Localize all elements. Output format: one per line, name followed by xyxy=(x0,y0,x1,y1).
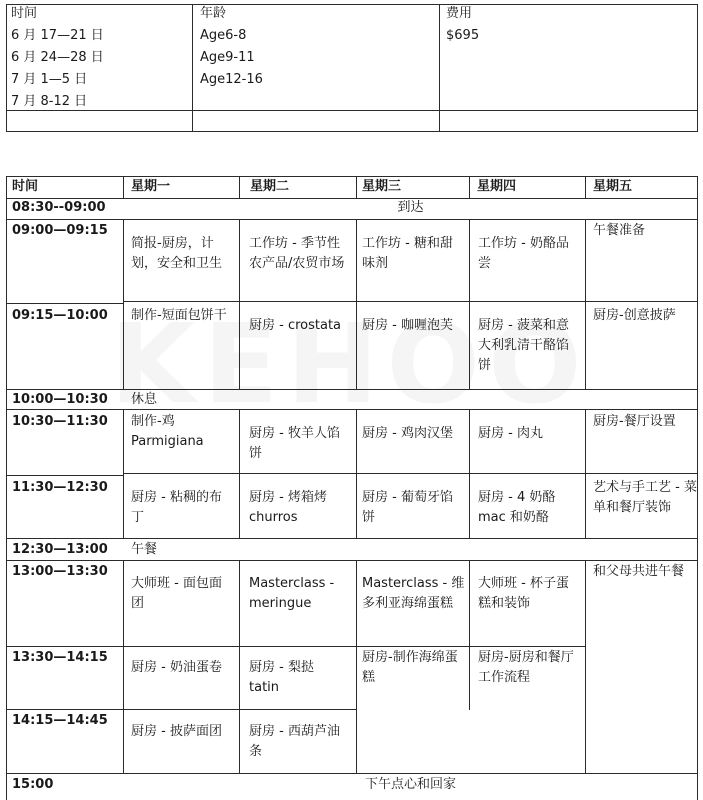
time-slot: 10:30—11:30 xyxy=(12,414,108,429)
schedule-header-tue: 星期二 xyxy=(250,179,290,194)
time-slot: 12:30—13:00 xyxy=(12,542,108,557)
activity-cell: 厨房 - 披萨面团 xyxy=(131,724,222,739)
activity-cell: 厨房 - 葡萄牙馅饼 xyxy=(362,490,453,525)
activity-cell: 厨房 - crostata xyxy=(249,318,342,333)
schedule-header-thu: 星期四 xyxy=(477,179,517,194)
activity-cell: 午餐准备 xyxy=(593,223,646,238)
activity-cell: 简报-厨房，计划，安全和卫生 xyxy=(131,236,223,271)
time-slot: 14:15—14:45 xyxy=(12,713,108,728)
time-slot: 10:00—10:30 xyxy=(12,392,108,407)
activity-cell: 厨房 - 肉丸 xyxy=(478,426,543,441)
schedule-header-wed: 星期三 xyxy=(362,179,402,194)
activity-cell: 工作坊 - 季节性农产品/农贸市场 xyxy=(249,236,345,271)
span-cell-lunch: 午餐 xyxy=(131,542,158,557)
fees-header-fee: 费用 xyxy=(446,6,473,21)
activity-cell: 厨房-创意披萨 xyxy=(593,308,676,323)
fees-date: 6 月 17—21 日 xyxy=(11,28,104,43)
activity-cell: 厨房 - 鸡肉汉堡 xyxy=(362,426,453,441)
span-cell-break: 休息 xyxy=(131,392,158,407)
fees-age: Age9-11 xyxy=(200,50,255,65)
schedule-header-time: 时间 xyxy=(12,179,39,194)
schedule-header-mon: 星期一 xyxy=(131,179,171,194)
activity-cell: 工作坊 - 奶酪品尝 xyxy=(478,236,569,271)
time-slot: 09:00—09:15 xyxy=(12,223,108,238)
fees-date: 7 月 8-12 日 xyxy=(11,94,88,109)
time-slot: 09:15—10:00 xyxy=(12,308,108,323)
activity-cell: 厨房 - 牧羊人馅饼 xyxy=(249,426,340,461)
activity-cell: 厨房 - 4 奶酪 mac 和奶酪 xyxy=(478,490,556,525)
schedule-header-fri: 星期五 xyxy=(593,179,633,194)
fees-header-time: 时间 xyxy=(11,6,38,21)
activity-cell: 艺术与手工艺 - 菜单和餐厅装饰 xyxy=(593,480,697,515)
time-slot: 13:00—13:30 xyxy=(12,564,108,579)
activity-cell: 厨房 - 西葫芦油条 xyxy=(249,724,340,759)
activity-cell: 厨房-厨房和餐厅工作流程 xyxy=(478,650,574,685)
fees-age: Age6-8 xyxy=(200,28,247,43)
activity-cell: 厨房 - 咖喱泡芙 xyxy=(362,318,453,333)
activity-cell: 大师班 - 杯子蛋糕和装饰 xyxy=(478,576,569,611)
time-slot: 11:30—12:30 xyxy=(12,480,108,495)
fees-header-age: 年龄 xyxy=(200,6,227,21)
activity-cell: 和父母共进午餐 xyxy=(593,564,685,579)
activity-cell: 制作-鸡 Parmigiana xyxy=(131,414,204,449)
activity-cell: 制作-短面包饼干 xyxy=(131,308,227,323)
time-slot: 08:30--09:00 xyxy=(12,200,106,215)
activity-cell: 工作坊 - 糖和甜味剂 xyxy=(362,236,453,271)
activity-cell: 厨房 - 奶油蛋卷 xyxy=(131,660,222,675)
activity-cell: 厨房-餐厅设置 xyxy=(593,414,676,429)
span-cell-arrival: 到达 xyxy=(397,200,424,215)
activity-cell: 厨房 - 菠菜和意大利乳清干酪馅饼 xyxy=(478,318,570,373)
activity-cell: 厨房 - 粘稠的布丁 xyxy=(131,490,222,525)
activity-cell: 厨房 - 烤箱烤 churros xyxy=(249,490,327,525)
fees-age: Age12-16 xyxy=(200,72,263,87)
fees-date: 7 月 1—5 日 xyxy=(11,72,88,87)
activity-cell: 厨房 - 梨挞 tatin xyxy=(249,660,314,695)
activity-cell: 大师班 - 面包面团 xyxy=(131,576,222,611)
time-slot: 15:00 xyxy=(12,777,54,792)
activity-cell: 厨房-制作海绵蛋糕 xyxy=(362,650,458,685)
fees-price: $695 xyxy=(446,28,480,43)
span-cell-snack: 下午点心和回家 xyxy=(364,777,456,792)
time-slot: 13:30—14:15 xyxy=(12,650,108,665)
activity-cell: Masterclass - meringue xyxy=(249,576,335,611)
fees-date: 6 月 24—28 日 xyxy=(11,50,104,65)
activity-cell: Masterclass - 维多利亚海绵蛋糕 xyxy=(362,576,465,611)
